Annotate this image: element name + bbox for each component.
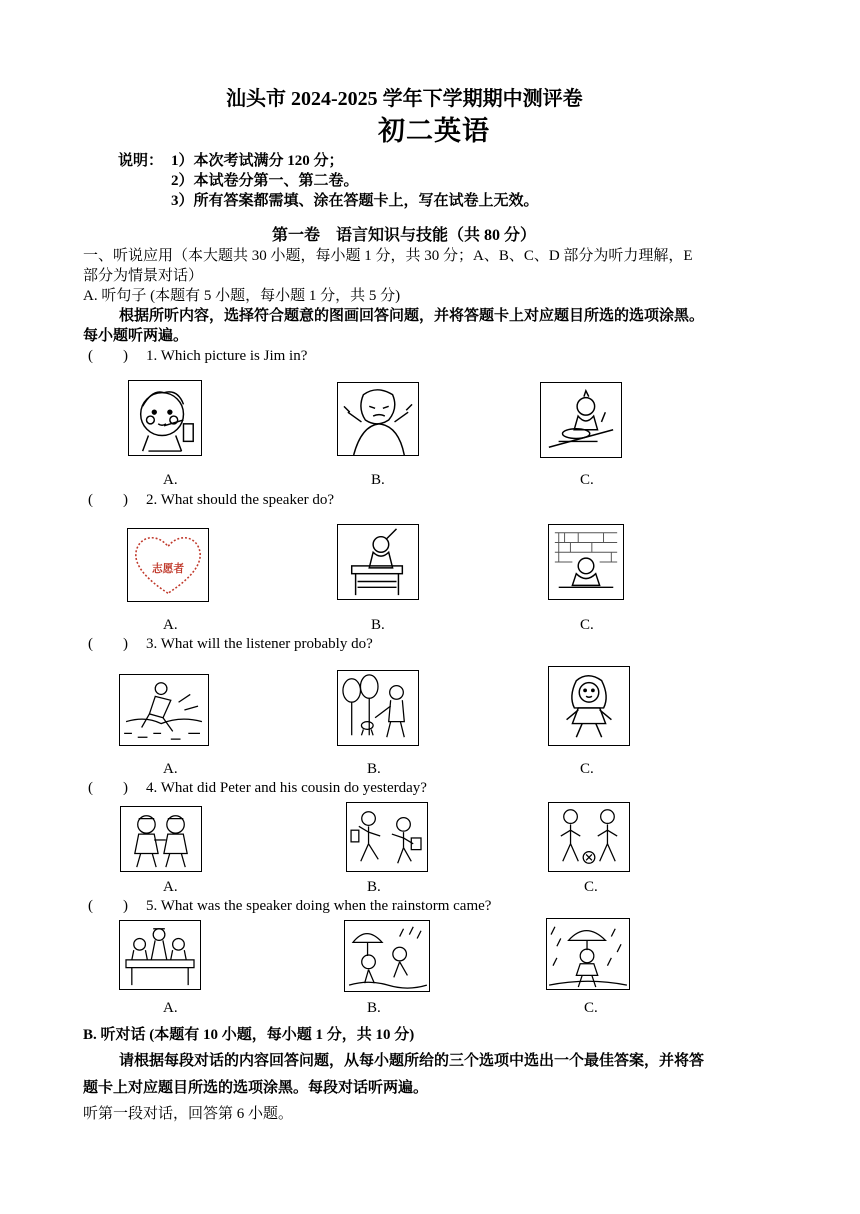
q5-picture-c <box>546 918 630 990</box>
q3-picture-c <box>548 666 630 746</box>
option-label: A. <box>163 879 178 895</box>
instruction-item: 1）本次考试满分 120 分； <box>171 153 344 169</box>
q4-picture-a <box>120 806 202 872</box>
instruction-item: 3）所有答案都需填、涂在答题卡上，写在试卷上无效。 <box>171 193 539 209</box>
option-label: B. <box>371 472 385 488</box>
answer-bracket: ( ) <box>88 348 128 364</box>
partB-instruction-line1: 请根据每段对话的内容回答问题，从每小题所给的三个选项中选出一个最佳答案，并将答 <box>119 1053 705 1069</box>
q1-picture-b <box>337 382 419 456</box>
instructions-label: 说明： <box>118 153 164 169</box>
option-label: B. <box>367 1000 381 1016</box>
question-3-text: 3. What will the listener probably do? <box>146 636 373 652</box>
q1-picture-a <box>128 380 202 456</box>
subject-title: 初二英语 <box>378 116 490 146</box>
q5-picture-b <box>344 920 430 992</box>
q2-picture-b <box>337 524 419 600</box>
question-5-text: 5. What was the speaker doing when the rainstorm came? <box>146 898 492 914</box>
option-label: C. <box>580 472 594 488</box>
q1-picture-c <box>540 382 622 458</box>
option-label: A. <box>163 472 178 488</box>
q2a-picture-label: 志愿者 <box>151 561 185 575</box>
partB-title: B. 听对话 (本题有 10 小题，每小题 1 分，共 10 分) <box>83 1027 415 1043</box>
partA-instruction-line1: 根据所听内容，选择符合题意的图画回答问题，并将答题卡上对应题目所选的选项涂黑。 <box>119 308 705 324</box>
section-title-line1: 一、听说应用（本大题共 30 小题，每小题 1 分，共 30 分；A、B、C、D 部分为听力理解，E <box>83 248 693 264</box>
option-label: B. <box>367 879 381 895</box>
option-label: C. <box>584 879 598 895</box>
section-title-line2: 部分为情景对话） <box>83 268 204 284</box>
question-2-text: 2. What should the speaker do? <box>146 492 335 508</box>
partB-instruction-line2: 题卡上对应题目所选的选项涂黑。每段对话听两遍。 <box>83 1080 429 1096</box>
partA-title: A. 听句子 (本题有 5 小题，每小题 1 分，共 5 分) <box>83 288 401 304</box>
instruction-item: 2）本试卷分第一、第二卷。 <box>171 173 359 189</box>
option-label: B. <box>371 617 385 633</box>
answer-bracket: ( ) <box>88 492 128 508</box>
answer-bracket: ( ) <box>88 636 128 652</box>
question-1-text: 1. Which picture is Jim in? <box>146 348 308 364</box>
q5-picture-a <box>119 920 201 990</box>
option-label: A. <box>163 617 178 633</box>
exam-title: 汕头市 2024-2025 学年下学期期中测评卷 <box>226 88 583 110</box>
answer-bracket: ( ) <box>88 780 128 796</box>
option-label: A. <box>163 761 178 777</box>
q3-picture-a <box>119 674 209 746</box>
q3-picture-b <box>337 670 419 746</box>
option-label: C. <box>580 761 594 777</box>
partA-instruction-line2: 每小题听两遍。 <box>83 328 189 344</box>
first-dialogue-note: 听第一段对话，回答第 6 小题。 <box>83 1106 294 1122</box>
option-label: A. <box>163 1000 178 1016</box>
option-label: C. <box>584 1000 598 1016</box>
q2-picture-c <box>548 524 624 600</box>
option-label: C. <box>580 617 594 633</box>
q4-picture-b <box>346 802 428 872</box>
question-4-text: 4. What did Peter and his cousin do yesterday? <box>146 780 427 796</box>
q2-picture-a <box>127 528 209 602</box>
answer-bracket: ( ) <box>88 898 128 914</box>
option-label: B. <box>367 761 381 777</box>
part1-heading: 第一卷 语言知识与技能（共 80 分） <box>272 227 537 244</box>
q4-picture-c <box>548 802 630 872</box>
